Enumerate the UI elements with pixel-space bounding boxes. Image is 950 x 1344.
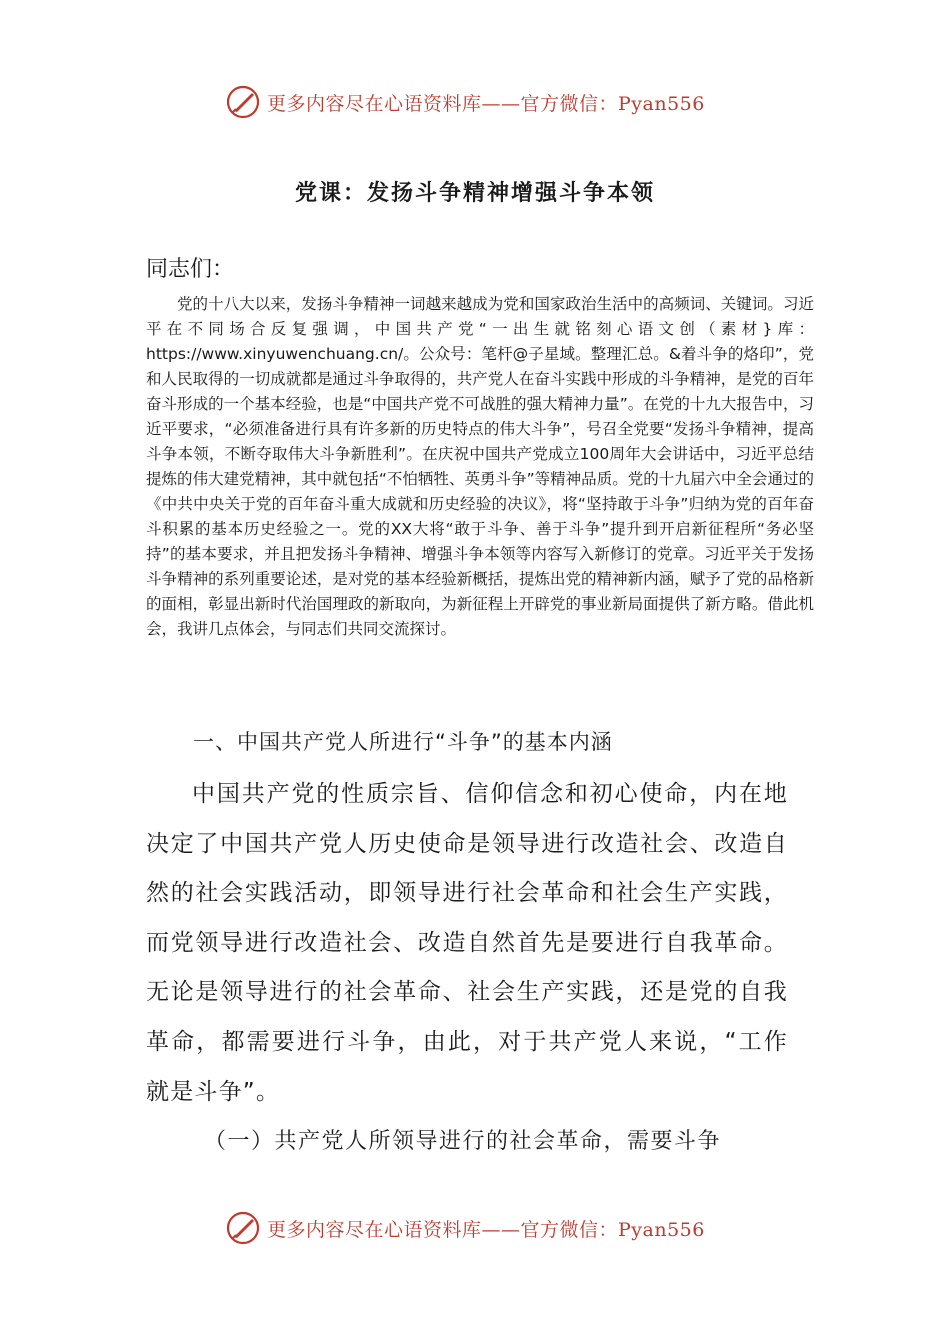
- greeting: 同志们：: [146, 257, 235, 282]
- body-paragraph: 中国共产党的性质宗旨、信仰信念和初心使命，内在地决定了中国共产党人历史使命是领导进行改造社会、改造自然的社会实践活动，即领导进行社会革命和社会生产实践，而党领导进行改造社会、改造自然首先是要进行自我革命。无论是领导进行的社会革命、社会生产实践，还是党的自我革命，都需要进行斗争，由此，对于共产党人来说，“工作就是斗争”。: [146, 781, 788, 1105]
- banner-text: 更多内容尽在心语资料库——官方微信：Pyan556: [267, 92, 705, 115]
- document-title: 党课：发扬斗争精神增强斗争本领: [294, 181, 655, 206]
- quill-pen-logo-icon: [225, 1210, 261, 1246]
- subsection-heading: （一）共产党人所领导进行的社会革命，需要斗争: [204, 1129, 722, 1154]
- footer-banner: [225, 1208, 745, 1248]
- section-heading: 一、中国共产党人所进行“斗争”的基本内涵: [193, 730, 613, 754]
- quill-pen-logo-icon: [225, 84, 261, 120]
- intro-paragraph: 党的十八大以来，发扬斗争精神一词越来越成为党和国家政治生活中的高频词、关键词。习近平在不同场合反复强调，中国共产党“一出生就铭刻心语文创（素材}库：https://www.xinyuwenchuang.cn/。公众号：笔杆@子星域。整理汇总。&着斗争的烙印”，党和人民取得的一切成就都是通过斗争取得的，共产党人在奋斗实践中形成的斗争精神，是党的百年奋斗形成的一个基本经验，也是“中国共产党不可战胜的强大精神力量”。在党的十九大报告中，习近平要求，“必须准备进行具有许多新的历史特点的伟大斗争”，号召全党要“发扬斗争精神，提高斗争本领，不断夺取伟大斗争新胜利”。在庆祝中国共产党成立100周年大会讲话中，习近平总结提炼的伟大建党精神，其中就包括“不怕牺牲、英勇斗争”等精神品质。党的十九届六中全会通过的《中共中央关于党的百年奋斗重大成就和历史经验的决议》，将“坚持敢于斗争”归纳为党的百年奋斗积累的基本历史经验之一。党的XX大将“敢于斗争、善于斗争”提升到开启新征程所“务必坚持”的基本要求，并且把发扬斗争精神、增强斗争本领等内容写入新修订的党章。习近平关于发扬斗争精神的系列重要论述，是对党的基本经验新概括，提炼出党的精神新内涵，赋予了党的品格新的面相，彰显出新时代治国理政的新取向，为新征程上开辟党的事业新局面提供了新方略。借此机会，我讲几点体会，与同志们共同交流探讨。: [146, 295, 814, 638]
- header-banner: [225, 82, 745, 122]
- banner-text: 更多内容尽在心语资料库——官方微信：Pyan556: [267, 1218, 705, 1241]
